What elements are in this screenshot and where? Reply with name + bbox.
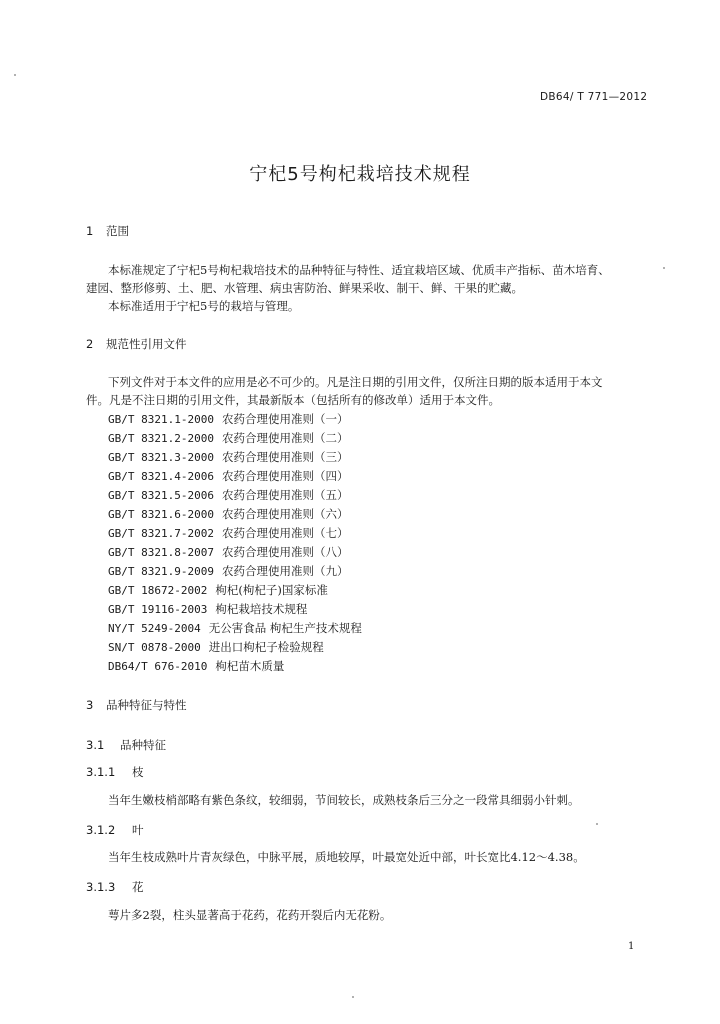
reference-code: NY/T 5249-2004 <box>108 622 201 635</box>
reference-name: 农药合理使用准则（二） <box>221 431 349 445</box>
section-title: 范围 <box>106 224 129 238</box>
reference-code: GB/T 8321.7-2002 <box>108 527 214 540</box>
section-title: 规范性引用文件 <box>106 337 187 351</box>
reference-name: 农药合理使用准则（七） <box>221 526 349 540</box>
reference-name: 农药合理使用准则（九） <box>221 564 349 578</box>
document-id: DB64/ T 771—2012 <box>540 91 648 103</box>
reference-item <box>108 619 362 638</box>
reference-item <box>108 524 362 543</box>
reference-name: 枸杞苗木质量 <box>215 659 285 673</box>
section-number: 3 <box>86 698 94 712</box>
reference-code: GB/T 8321.8-2007 <box>108 546 214 559</box>
reference-code: GB/T 18672-2002 <box>108 584 208 597</box>
reference-item <box>108 505 362 524</box>
section-3-heading <box>86 697 187 713</box>
reference-item <box>108 600 362 619</box>
s3-1-1-text: 当年生嫩枝梢部略有紫色条纹，较细弱，节间较长，成熟枝条后三分之一段常具细弱小针刺。 <box>108 793 580 807</box>
s1-para1-line1: 本标准规定了宁杞5号枸杞栽培技术的品种特征与特性、适宜栽培区域、优质丰产指标、苗木培育、 <box>108 263 610 277</box>
reference-name: 农药合理使用准则（三） <box>221 450 349 464</box>
section-1-heading <box>86 223 129 239</box>
section-2-heading <box>86 336 187 352</box>
s2-para-line2: 件。凡是不注日期的引用文件，其最新版本（包括所有的修改单）适用于本文件。 <box>86 393 500 407</box>
reference-code: DB64/T 676-2010 <box>108 660 208 673</box>
subsection-3-1-1-heading <box>86 764 144 780</box>
reference-item <box>108 486 362 505</box>
section-number: 3.1.2 <box>86 823 116 837</box>
reference-code: GB/T 8321.9-2009 <box>108 565 214 578</box>
section-title: 花 <box>132 880 144 894</box>
reference-code: GB/T 8321.6-2000 <box>108 508 214 521</box>
reference-item <box>108 429 362 448</box>
reference-code: GB/T 8321.2-2000 <box>108 432 214 445</box>
reference-item <box>108 467 362 486</box>
reference-item <box>108 410 362 429</box>
reference-item <box>108 543 362 562</box>
reference-code: GB/T 19116-2003 <box>108 603 208 616</box>
s1-para1-line2: 建园、整形修剪、土、肥、水管理、病虫害防治、鲜果采收、制干、鲜、干果的贮藏。 <box>86 281 523 295</box>
reference-name: 农药合理使用准则（五） <box>221 488 349 502</box>
subsection-3-1-3-heading <box>86 879 144 895</box>
s3-1-2-text: 当年生枝成熟叶片青灰绿色，中脉平展，质地较厚，叶最宽处近中部，叶长宽比4.12～4.38。 <box>108 850 585 864</box>
section-title: 品种特征 <box>120 738 166 752</box>
section-title: 枝 <box>132 765 144 779</box>
reference-code: GB/T 8321.1-2000 <box>108 413 214 426</box>
scan-speck <box>596 823 598 825</box>
s2-para-line1: 下列文件对于本文件的应用是必不可少的。凡是注日期的引用文件，仅所注日期的版本适用于本文 <box>108 375 603 389</box>
reference-item <box>108 581 362 600</box>
reference-name: 枸杞栽培技术规程 <box>215 602 308 616</box>
section-number: 3.1 <box>86 738 105 752</box>
reference-item <box>108 638 362 657</box>
section-number: 3.1.1 <box>86 765 116 779</box>
scan-speck <box>352 996 354 998</box>
reference-code: GB/T 8321.4-2006 <box>108 470 214 483</box>
reference-name: 无公害食品 枸杞生产技术规程 <box>208 621 362 635</box>
reference-item <box>108 448 362 467</box>
reference-item <box>108 657 362 676</box>
normative-reference-list <box>108 410 362 676</box>
s3-1-3-text: 萼片多2裂，柱头显著高于花药，花药开裂后内无花粉。 <box>108 908 392 922</box>
reference-name: 农药合理使用准则（八） <box>221 545 349 559</box>
s1-para2: 本标准适用于宁杞5号的栽培与管理。 <box>108 299 300 313</box>
reference-name: 农药合理使用准则（六） <box>221 507 349 521</box>
scan-speck <box>663 267 665 269</box>
reference-name: 农药合理使用准则（一） <box>221 412 349 426</box>
subsection-3-1-heading <box>86 737 166 753</box>
section-number: 3.1.3 <box>86 880 116 894</box>
reference-code: GB/T 8321.3-2000 <box>108 451 214 464</box>
section-title: 叶 <box>132 823 144 837</box>
reference-name: 枸杞(枸杞子)国家标准 <box>215 583 328 597</box>
reference-name: 进出口枸杞子检验规程 <box>208 640 324 654</box>
page-number: 1 <box>628 941 635 952</box>
section-number: 1 <box>86 224 94 238</box>
reference-code: SN/T 0878-2000 <box>108 641 201 654</box>
section-title: 品种特征与特性 <box>106 698 187 712</box>
section-number: 2 <box>86 337 94 351</box>
document-title: 宁杞5号枸杞栽培技术规程 <box>249 164 471 185</box>
reference-item <box>108 562 362 581</box>
scan-speck <box>14 74 16 76</box>
subsection-3-1-2-heading <box>86 822 144 838</box>
reference-code: GB/T 8321.5-2006 <box>108 489 214 502</box>
reference-name: 农药合理使用准则（四） <box>221 469 349 483</box>
